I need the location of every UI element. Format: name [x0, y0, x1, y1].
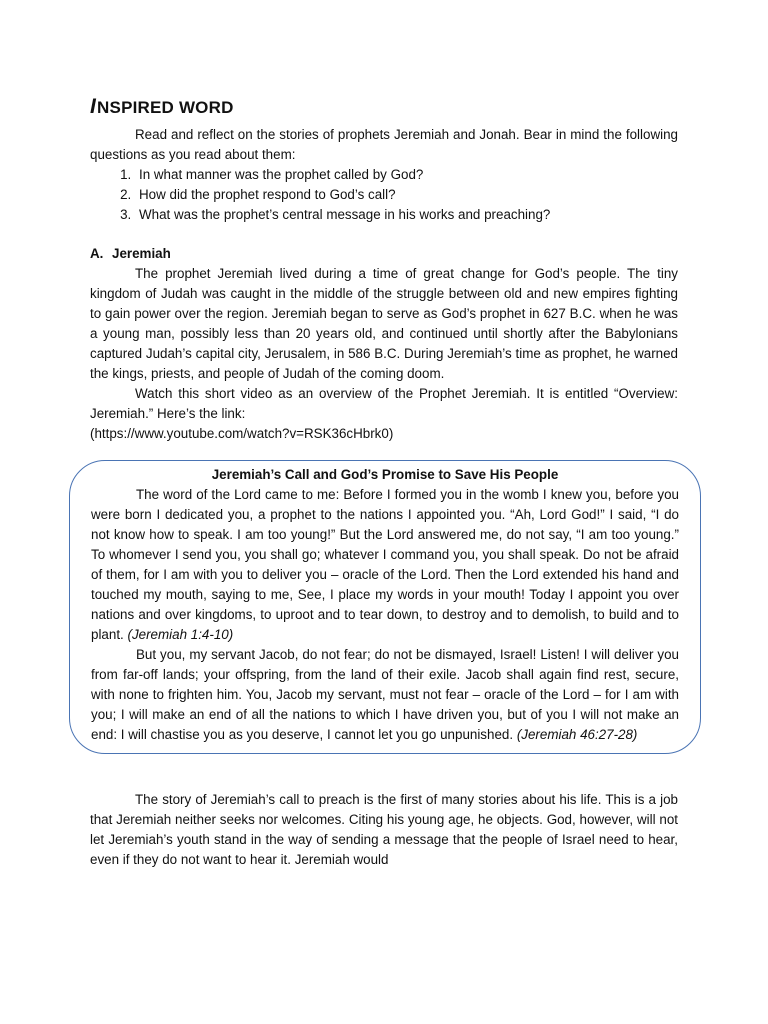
title-rest: NSPIRED WORD [97, 98, 234, 117]
passage-2-text: But you, my servant Jacob, do not fear; do not be dismayed, Israel! Listen! I will deliver you from far-off lands; your offspring, from the land of their exile. Jacob shall again find rest, secure, with none to frighten him. You, Jacob my servant, must not fear – oracle of the Lord – for I am with you; I will make an end of all the nations to which I have driven you, but of you I will not make an end: I will chastise you as you deserve, I cannot let you go unpunished. [91, 647, 679, 742]
scripture-reference-2: (Jeremiah 46:27-28) [516, 727, 638, 742]
title-cap-letter: I [90, 95, 97, 118]
intro-paragraph: Read and reflect on the stories of prophets Jeremiah and Jonah. Bear in mind the following questions as you read about them: [90, 127, 678, 162]
list-item: 2. How did the prophet respond to God’s call? [135, 185, 678, 205]
section-letter: A. [90, 246, 104, 261]
scripture-passage-1 [91, 485, 679, 645]
page-title [90, 96, 678, 119]
section-title: Jeremiah [112, 246, 171, 261]
video-paragraph: Watch this short video as an overview of the Prophet Jeremiah. It is entitled “Overview: Jeremiah.” Here’s the link: [90, 386, 678, 421]
scripture-box [69, 460, 701, 754]
list-item: 1. In what manner was the prophet called by God? [135, 165, 678, 185]
question-list [90, 165, 678, 225]
passage-1-text: The word of the Lord came to me: Before I formed you in the womb I knew you, before you were born I dedicated you, a prophet to the nations I appointed you. “Ah, Lord God!” I said, “I do not know how to speak. I am too young!” But the Lord answered me, do not say, “I am too young.” To whomever I send you, you shall go; whatever I command you, you shall speak. Do not be afraid of them, for I am with you to deliver you – oracle of the Lord. Then the Lord extended his hand and touched my mouth, saying to me, See, I place my words in your mouth! Today I appoint you over nations and over kingdoms, to uproot and to tear down, to destroy and to demolish, to build and to plant. [91, 487, 679, 642]
scripture-reference-1: (Jeremiah 1:4-10) [127, 627, 234, 642]
video-link[interactable]: (https://www.youtube.com/watch?v=RSK36cHbrk0) [90, 426, 394, 441]
section-heading [90, 244, 678, 264]
closing-paragraph: The story of Jeremiah’s call to preach is the first of many stories about his life. This is a job that Jeremiah neither seeks nor welcomes. Citing his young age, he objects. God, however, will not let Jeremiah’s youth stand in the way of sending a message that the people of Israel need to hear, even if they do not want to hear it. Jeremiah would [90, 792, 678, 867]
spacer [90, 225, 678, 244]
jeremiah-paragraph: The prophet Jeremiah lived during a time of great change for God’s people. The tiny kingdom of Judah was caught in the middle of the struggle between old and new empires fighting to gain power over the region. Jeremiah began to serve as God’s prophet in 627 B.C. when he was a young man, possibly less than 20 years old, and continued until shortly after the Babylonians captured Judah’s capital city, Jerusalem, in 586 B.C. During Jeremiah’s time as prophet, he warned the kings, priests, and people of Judah of the coming doom. [90, 266, 678, 381]
scripture-passage-2 [91, 645, 679, 745]
list-item: 3. What was the prophet’s central message in his works and preaching? [135, 205, 678, 225]
scripture-box-title: Jeremiah’s Call and God’s Promise to Save His People [211, 467, 559, 482]
page-content [90, 96, 678, 870]
